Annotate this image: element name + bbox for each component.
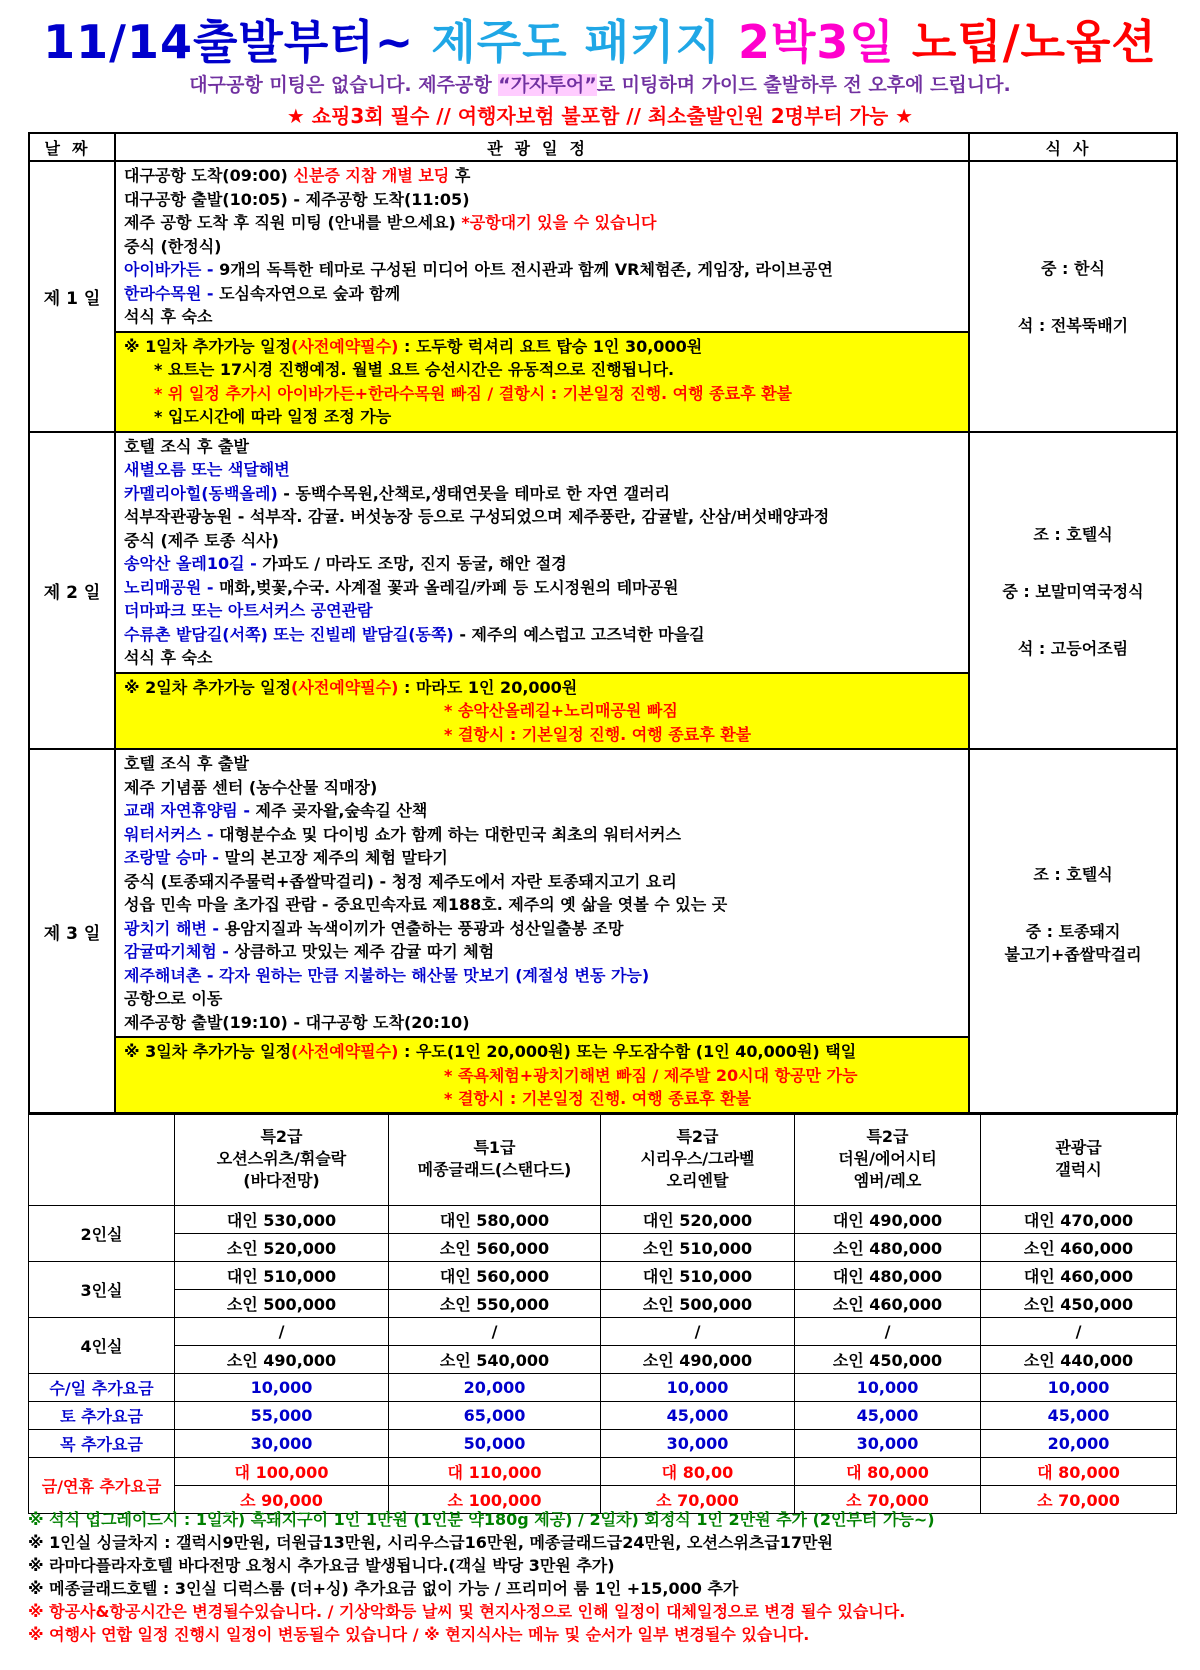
hotel-col-4: 특2급 더원/에어시티 엠버/레오 xyxy=(795,1113,981,1206)
itinerary-table xyxy=(28,132,1178,1115)
fri-surcharge-child-row: 소 90,000 소 100,000 소 70,000 소 70,000 소 70,000 xyxy=(29,1486,1177,1514)
col-date: 날짜 xyxy=(29,133,115,161)
note-schedule-change: ※ 여행사 연합 일정 진행시 일정이 변동될수 있습니다 / ※ 현지식사는 메뉴 및 순서가 일부 변경될수 있습니다. xyxy=(28,1625,810,1644)
col-itinerary: 관광일정 xyxy=(115,133,969,161)
notes-section xyxy=(28,1508,1178,1646)
day-1-label: 제 1 일 xyxy=(29,161,115,432)
sat-surcharge-row: 토 추가요금 55,000 65,000 45,000 45,000 45,000 xyxy=(29,1402,1177,1430)
note-ramada: ※ 라마다플라자호텔 바다전망 요청시 추가요금 발생됩니다.(객실 박당 3만원 추가) xyxy=(28,1556,615,1575)
itinerary-header-row xyxy=(29,133,1177,161)
day-3-row xyxy=(29,749,1177,1114)
day-2-itinerary: 호텔 조식 후 출발 새별오름 또는 색달해변 카멜리아힐(동백올레) - 동백수목원,산책로,생태연못을 테마로 한 자연 갤러리 석부작관광농원 - 석부작. 감귤. 버섯농장 등으로 구성되었으며 제주풍란, 감귤밭, 산삼/버섯배양과정 중식 (제주 토종 식사) 송악산 올레10길 - 가파도 / 마라도 조망, 진지 동굴, 해안 절경 노리매공원 - 매화,벚꽃,수국. 사계절 꽃과 올레길/카페 등 도시정원의 테마공원 더마파크 또는 아트서커스 공연관람 수류촌 밭담길(서쪽) 또는 진빌레 밭담길(동쪽) - 제주의 예스럽고 고즈넉한 마을길 석식 후 숙소 ※ 2일차 추가가능 일정(사전예약필수) : 마라도 1인 20,000원 * 송악산올레길+노리매공원 빠짐 * 결항시 : 기본일정 진행. 여행 종료후 환불 xyxy=(115,432,969,750)
room3-adult-row: 3인실 대인 510,000 대인 560,000 대인 510,000 대인 480,000 대인 460,000 xyxy=(29,1262,1177,1290)
day-2-meals: 조 : 호텔식 중 : 보말미역국정식 석 : 고등어조림 xyxy=(969,432,1177,750)
title-date: 11/14출발부터~ xyxy=(43,15,415,69)
hotel-col-5: 관광급 갤럭시 xyxy=(981,1113,1177,1206)
day-3-itinerary: 호텔 조식 후 출발 제주 기념품 센터 (농수산물 직매장) 교래 자연휴양림 - 제주 곶자왈,숲속길 산책 워터서커스 - 대형분수쇼 및 다이빙 쇼가 함께 하는 대한민국 최초의 워터서커스 조랑말 승마 - 말의 본고장 제주의 체험 말타기 중식 (토종돼지주물럭+좁쌀막걸리) - 청정 제주도에서 자란 토종돼지고기 요리 성읍 민속 마을 초가집 관람 - 중요민속자료 제188호. 제주의 옛 삶을 엿볼 수 있는 곳 광치기 해변 - 용암지질과 녹색이끼가 연출하는 풍광과 성산일출봉 조망 감귤따기체험 - 상큼하고 맛있는 제주 감귤 따기 체험 제주해녀촌 - 각자 원하는 만큼 지불하는 해산물 맛보기 (계절성 변동 가능) 공항으로 이동 제주공항 출발(19:10) - 대구공항 도착(20:10) ※ 3일차 추가가능 일정(사전예약필수) : 우도(1인 20,000원) 또는 우도잠수함 (1인 40,000원) 택일 * 족욕체험+광치기해변 빠짐 / 제주발 20시대 항공만 가능 * 결항시 : 기본일정 진행. 여행 종료후 환불 xyxy=(115,749,969,1114)
price-table xyxy=(28,1112,1177,1514)
meeting-info: 대구공항 미팅은 없습니다. 제주공항 “가자투어”로 미팅하며 가이드 출발하루 전 오후에 드립니다. xyxy=(189,74,1011,96)
conditions-notice: ★ 쇼핑3회 필수 // 여행자보험 불포함 // 최소출발인원 2명부터 가능 ★ xyxy=(286,104,914,128)
fri-surcharge-label: 금/연휴 추가요금 xyxy=(29,1458,175,1514)
note-dinner-upgrade: ※ 석식 업그레이드시 : 1일차) 흑돼지구이 1인 1만원 (1인분 약180g 제공) / 2일차) 회정식 1인 2만원 추가 (2인부터 가능~) xyxy=(28,1510,935,1529)
day-1-meals: 중 : 한식 석 : 전복뚝배기 xyxy=(969,161,1177,432)
note-maison-glad: ※ 메종글래드호텔 : 3인실 디럭스룸 (더+싱) 추가요금 없이 가능 / 프리미어 룸 1인 +15,000 추가 xyxy=(28,1579,739,1598)
day-3-label: 제 3 일 xyxy=(29,749,115,1114)
thu-surcharge-row: 목 추가요금 30,000 50,000 30,000 30,000 20,000 xyxy=(29,1430,1177,1458)
day-2-optional: ※ 2일차 추가가능 일정(사전예약필수) : 마라도 1인 20,000원 * 송악산올레길+노리매공원 빠짐 * 결항시 : 기본일정 진행. 여행 종료후 환불 xyxy=(116,672,968,749)
col-meal: 식사 xyxy=(969,133,1177,161)
room4-child-row: 소인 490,000 소인 540,000 소인 490,000 소인 450,000 소인 440,000 xyxy=(29,1346,1177,1374)
hotel-col-1: 특2급 오션스위츠/휘슬락 (바다전망) xyxy=(175,1113,389,1206)
day-1-row xyxy=(29,161,1177,432)
title-destination: 제주도 패키지 xyxy=(431,15,721,69)
day-3-meals: 조 : 호텔식 중 : 토종돼지 불고기+좁쌀막걸리 xyxy=(969,749,1177,1114)
fri-surcharge-adult-row: 금/연휴 추가요금 대 100,000 대 110,000 대 80,00 대 80,000 대 80,000 xyxy=(29,1458,1177,1486)
meeting-place-highlight: “가자투어” xyxy=(498,74,597,96)
title-duration: 2박3일 xyxy=(737,15,895,69)
page-title xyxy=(0,6,1200,72)
note-single-charge: ※ 1인실 싱글차지 : 갤럭시9만원, 더원급13만원, 시리우스급16만원, 메종글래드급24만원, 오션스위츠급17만원 xyxy=(28,1533,833,1552)
room3-child-row: 소인 500,000 소인 550,000 소인 500,000 소인 460,000 소인 450,000 xyxy=(29,1290,1177,1318)
day-2-row xyxy=(29,432,1177,750)
hotel-header-row xyxy=(29,1113,1177,1206)
hotel-col-3: 특2급 시리우스/그라벨 오리엔탈 xyxy=(601,1113,795,1206)
wed-surcharge-row: 수/일 추가요금 10,000 20,000 10,000 10,000 10,000 xyxy=(29,1374,1177,1402)
room4-label: 4인실 xyxy=(29,1318,175,1374)
title-condition: 노팁/노옵션 xyxy=(911,15,1157,69)
note-airline-change: ※ 항공사&항공시간은 변경될수있습니다. / 기상악화등 날씨 및 현지사정으로 인해 일정이 대체일정으로 변경 될수 있습니다. xyxy=(28,1602,906,1621)
room4-adult-row: 4인실 / / / / / xyxy=(29,1318,1177,1346)
day-1-itinerary: 대구공항 도착(09:00) 신분증 지참 개별 보딩 후 대구공항 출발(10:05) - 제주공항 도착(11:05) 제주 공항 도착 후 직원 미팅 (안내를 받으세요) *공항대기 있을 수 있습니다 중식 (한정식) 아이바가든 - 9개의 독특한 테마로 구성된 미디어 아트 전시관과 함께 VR체험존, 게임장, 라이브공연 한라수목원 - 도심속자연으로 숲과 함께 석식 후 숙소 ※ 1일차 추가가능 일정(사전예약필수) : 도두항 럭셔리 요트 탑승 1인 30,000원 * 요트는 17시경 진행예정. 월별 요트 승선시간은 유동적으로 진행됩니다. * 위 일정 추가시 아이바가든+한라수목원 빠짐 / 결항시 : 기본일정 진행. 여행 종료후 환불 * 입도시간에 따라 일정 조정 가능 xyxy=(115,161,969,432)
hotel-col-2: 특1급 메종글래드(스탠다드) xyxy=(389,1113,601,1206)
room2-label: 2인실 xyxy=(29,1206,175,1262)
day-2-label: 제 2 일 xyxy=(29,432,115,750)
day-3-optional: ※ 3일차 추가가능 일정(사전예약필수) : 우도(1인 20,000원) 또는 우도잠수함 (1인 40,000원) 택일 * 족욕체험+광치기해변 빠짐 / 제주발 20시대 항공만 가능 * 결항시 : 기본일정 진행. 여행 종료후 환불 xyxy=(116,1036,968,1113)
room3-label: 3인실 xyxy=(29,1262,175,1318)
day-1-optional: ※ 1일차 추가가능 일정(사전예약필수) : 도두항 럭셔리 요트 탑승 1인 30,000원 * 요트는 17시경 진행예정. 월별 요트 승선시간은 유동적으로 진행됩니다. * 위 일정 추가시 아이바가든+한라수목원 빠짐 / 결항시 : 기본일정 진행. 여행 종료후 환불 * 입도시간에 따라 일정 조정 가능 xyxy=(116,331,968,431)
room2-adult-row: 2인실 대인 530,000 대인 580,000 대인 520,000 대인 490,000 대인 470,000 xyxy=(29,1206,1177,1234)
room2-child-row: 소인 520,000 소인 560,000 소인 510,000 소인 480,000 소인 460,000 xyxy=(29,1234,1177,1262)
